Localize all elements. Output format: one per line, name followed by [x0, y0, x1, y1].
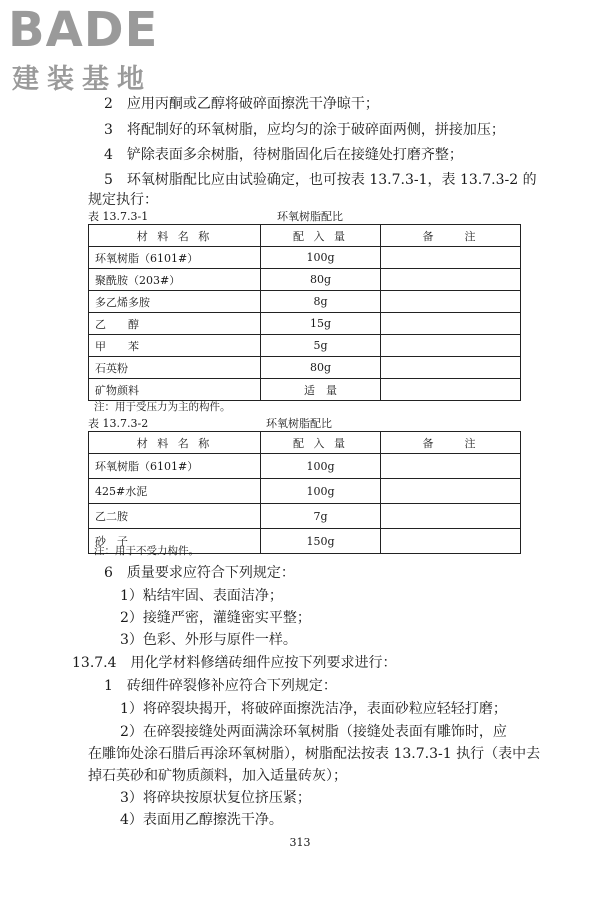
table-row	[89, 379, 521, 401]
table-cell: 矿物颜料	[89, 379, 261, 401]
table-cell	[381, 357, 521, 379]
table-cell	[381, 379, 521, 401]
table-cell: 5g	[261, 335, 381, 357]
table-cell: 100g	[261, 247, 381, 269]
table-row	[89, 454, 521, 479]
table-cell: 环氧树脂（6101#）	[89, 454, 261, 479]
section-13-7-4-item-2-line-1: 2）在碎裂接缝处两面满涂环氧树脂（接缝处表面有雕饰时，应	[120, 724, 507, 740]
table-2	[88, 431, 521, 554]
section-13-7-4-item-2-line-2: 在雕饰处涂石腊后再涂环氧树脂），树脂配法按表 13.7.3-1 执行（表中去	[88, 746, 541, 762]
table-cell	[381, 291, 521, 313]
section-13-7-4-subtitle-1: 1 砖细件碎裂修补应符合下列规定：	[104, 678, 337, 694]
table-cell	[381, 335, 521, 357]
section-13-7-4-item-4: 4）表面用乙醇擦洗干净。	[120, 812, 283, 828]
paragraph-5-line-2: 规定执行：	[88, 192, 158, 208]
table-2-header-remark: 备 注	[381, 432, 521, 454]
table-cell	[381, 504, 521, 529]
table-cell: 乙二胺	[89, 504, 261, 529]
section-13-7-4-item-2-line-3: 掉石英砂和矿物质颜料，加入适量砖灰）；	[88, 768, 347, 784]
table-cell	[381, 269, 521, 291]
table-2-header-amount: 配 入 量	[261, 432, 381, 454]
table-cell: 15g	[261, 313, 381, 335]
paragraph-2: 2 应用丙酮或乙醇将破碎面擦洗干净晾干；	[104, 96, 379, 112]
table-cell	[381, 529, 521, 554]
section-13-7-4-item-3: 3）将碎块按原状复位挤压紧；	[120, 790, 311, 806]
table-row	[89, 479, 521, 504]
table-cell: 8g	[261, 291, 381, 313]
table-2-caption-id: 表 13.7.3-2	[88, 417, 149, 430]
table-cell: 100g	[261, 479, 381, 504]
table-cell: 聚酰胺（203#）	[89, 269, 261, 291]
section-6-item-2: 2）接缝严密，灌缝密实平整；	[120, 610, 311, 626]
page-number: 313	[289, 836, 311, 849]
table-cell	[381, 479, 521, 504]
table-1-header-row	[89, 225, 521, 247]
logo-subtitle: 建装基地	[12, 64, 152, 95]
table-cell: 7g	[261, 504, 381, 529]
table-cell: 150g	[261, 529, 381, 554]
table-row	[89, 269, 521, 291]
table-row	[89, 291, 521, 313]
table-row	[89, 357, 521, 379]
table-1-header-amount: 配 入 量	[261, 225, 381, 247]
table-row	[89, 504, 521, 529]
table-2-caption-title: 环氧树脂配比	[266, 417, 332, 430]
section-6-item-3: 3）色彩、外形与原件一样。	[120, 632, 297, 648]
section-6-item-1: 1）粘结牢固、表面洁净；	[120, 588, 283, 604]
table-1-header-remark: 备 注	[381, 225, 521, 247]
table-1-caption-title: 环氧树脂配比	[277, 210, 343, 223]
section-6-title: 6 质量要求应符合下列规定：	[104, 565, 295, 581]
table-cell: 环氧树脂（6101#）	[89, 247, 261, 269]
table-1-header-material: 材 料 名 称	[89, 225, 261, 247]
table-cell: 砂 子	[89, 529, 261, 554]
table-row	[89, 247, 521, 269]
table-cell: 80g	[261, 269, 381, 291]
paragraph-4: 4 铲除表面多余树脂，待树脂固化后在接缝处打磨齐整；	[104, 147, 463, 163]
table-2-header-row	[89, 432, 521, 454]
table-cell: 425#水泥	[89, 479, 261, 504]
paragraph-5-line-1: 5 环氧树脂配比应由试验确定，也可按表 13.7.3-1，表 13.7.3-2 的	[104, 172, 537, 188]
table-cell: 甲 苯	[89, 335, 261, 357]
table-2-header-material: 材 料 名 称	[89, 432, 261, 454]
table-2-note: 注：用于不受力构件。	[94, 545, 199, 557]
table-cell	[381, 247, 521, 269]
table-1-caption-id: 表 13.7.3-1	[88, 210, 149, 223]
table-cell: 多乙烯多胺	[89, 291, 261, 313]
table-row	[89, 335, 521, 357]
section-13-7-4-title: 13.7.4 用化学材料修缮砖细件应按下列要求进行：	[72, 655, 397, 671]
table-cell	[381, 313, 521, 335]
table-cell: 80g	[261, 357, 381, 379]
table-cell: 100g	[261, 454, 381, 479]
paragraph-3: 3 将配制好的环氧树脂，应均匀的涂于破碎面两侧，拼接加压；	[104, 122, 505, 138]
section-13-7-4-item-1: 1）将碎裂块揭开，将破碎面擦洗洁净，表面砂粒应轻轻打磨；	[120, 701, 507, 717]
table-1-note: 注：用于受压力为主的构件。	[94, 401, 231, 413]
table-row	[89, 313, 521, 335]
table-cell	[381, 454, 521, 479]
table-cell: 乙 醇	[89, 313, 261, 335]
table-1	[88, 224, 521, 401]
table-cell: 适 量	[261, 379, 381, 401]
table-cell: 石英粉	[89, 357, 261, 379]
logo	[8, 2, 178, 98]
logo-brand: BADE	[8, 2, 159, 58]
